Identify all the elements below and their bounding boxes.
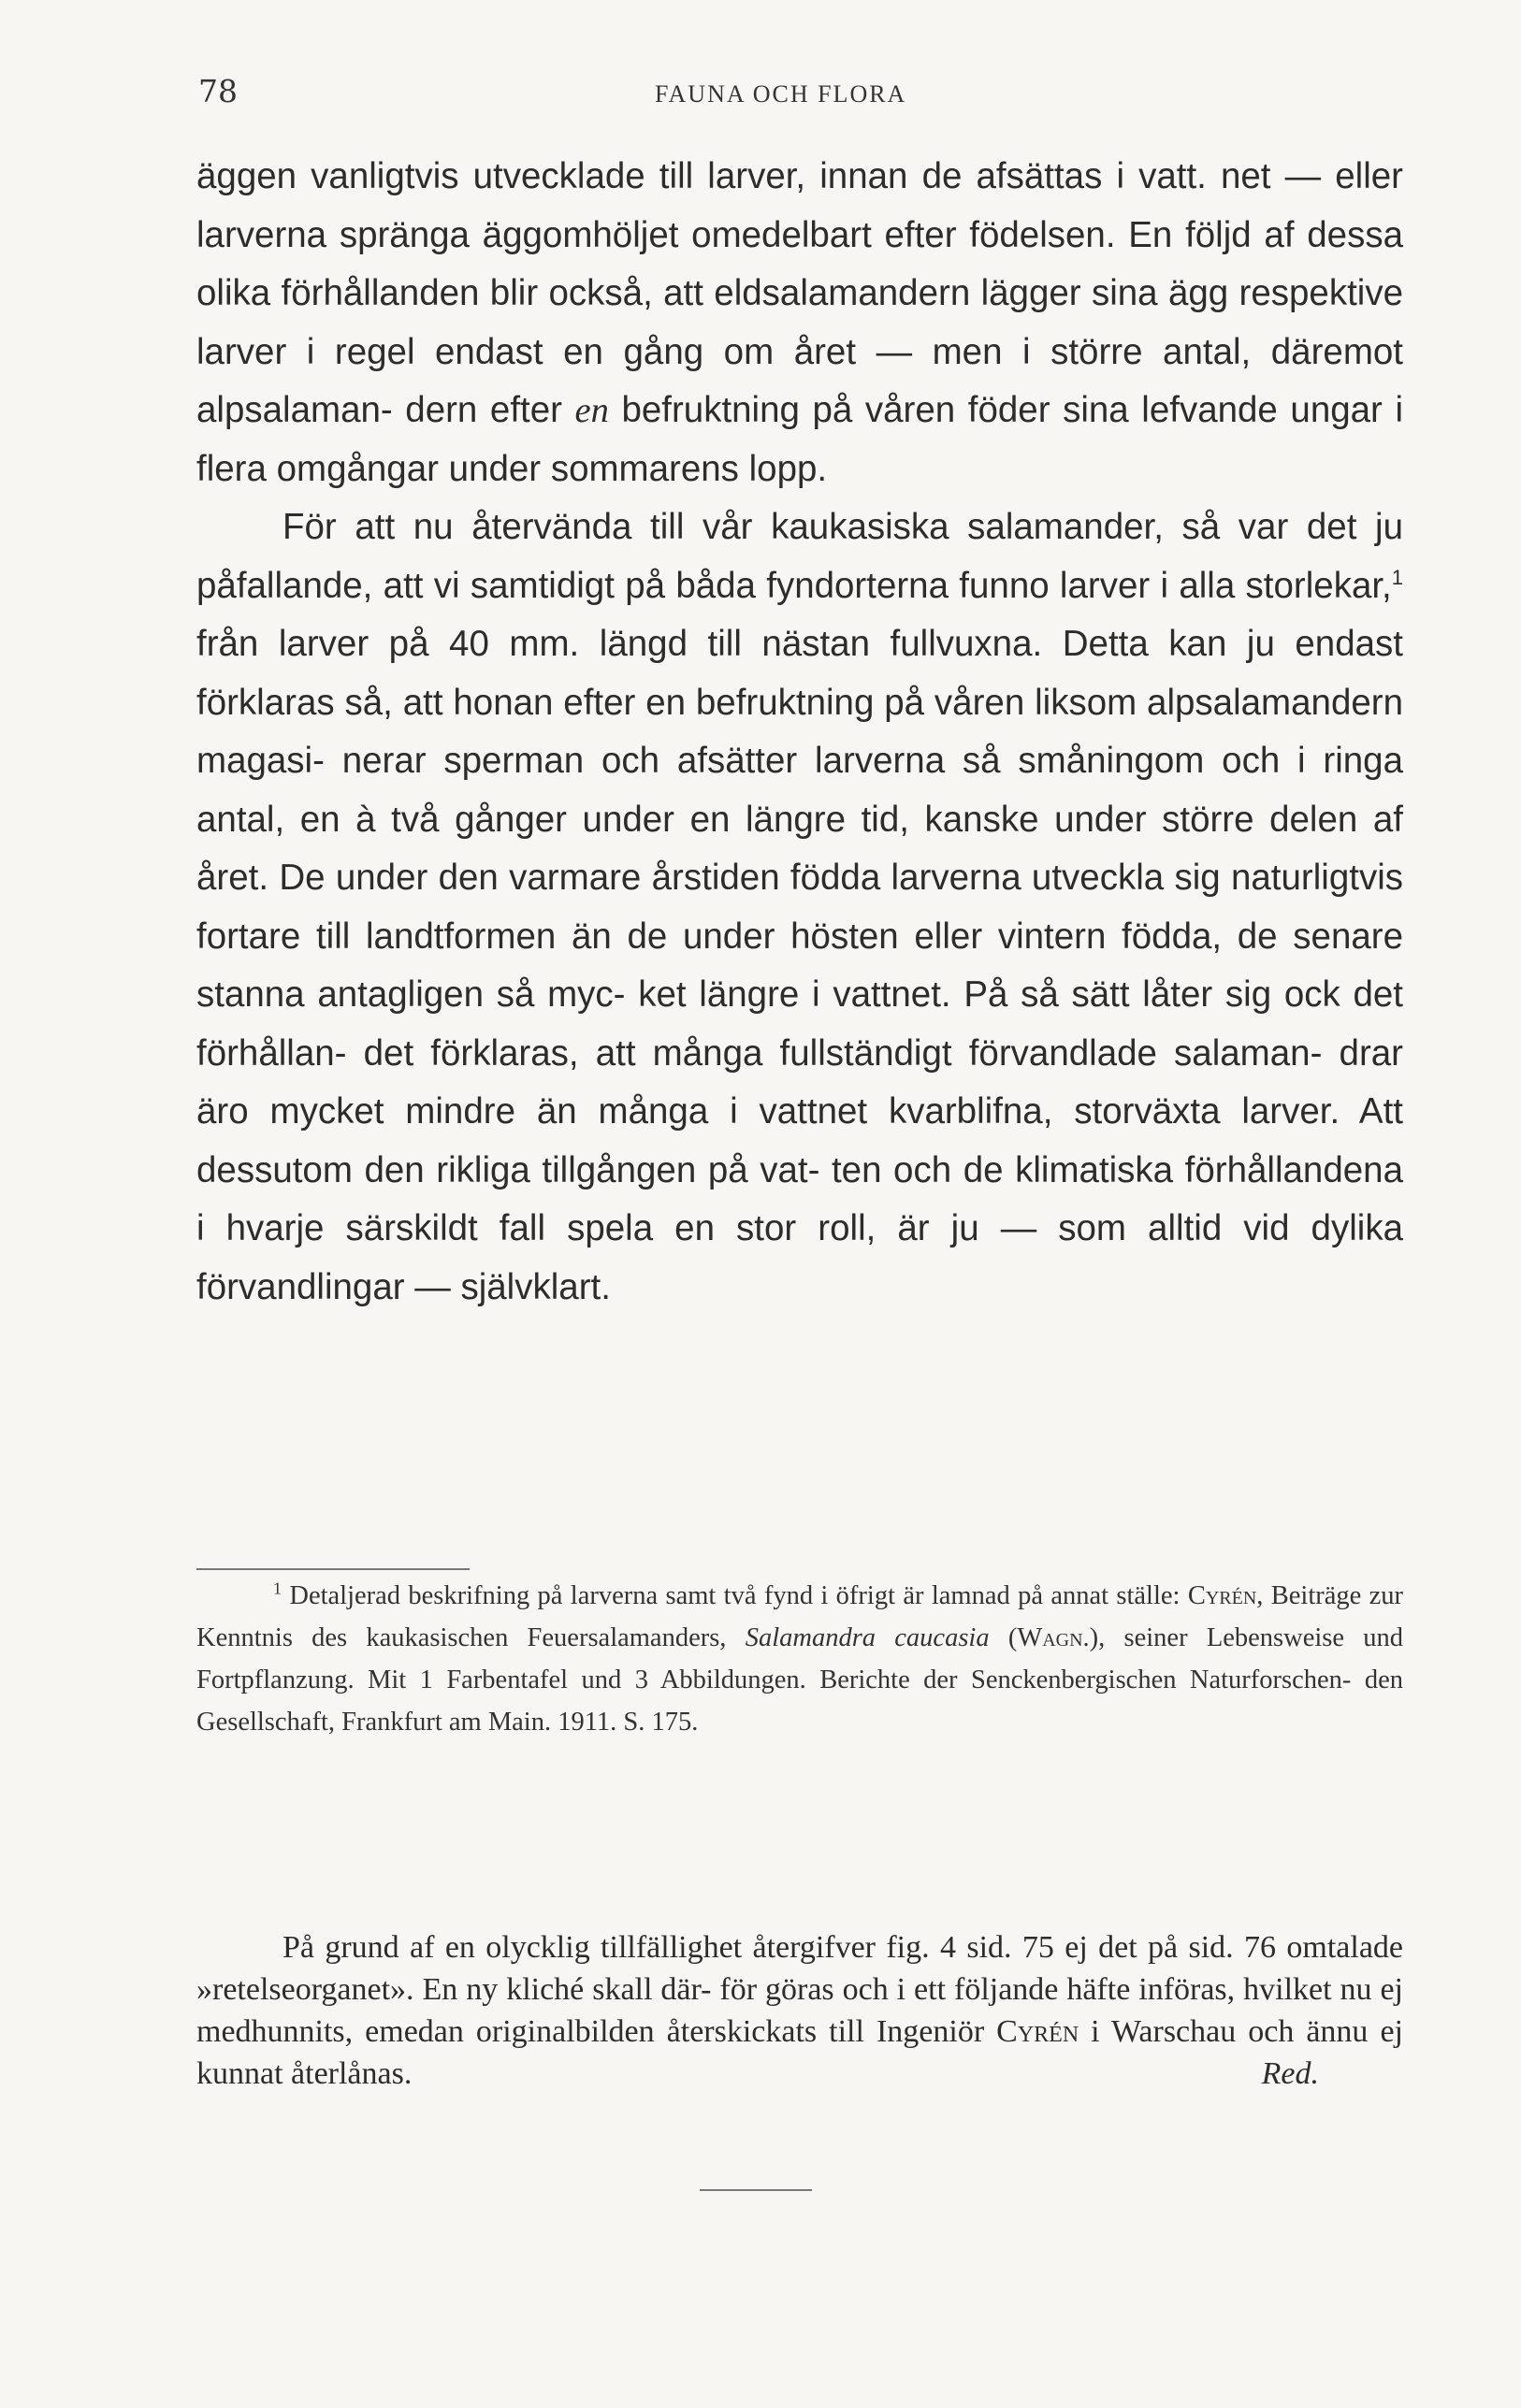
footnote-divider [196, 1568, 470, 1570]
paragraph-1-text-b: befruktning på våren föder sina lefvande ungar i flera omgångar under sommarens lopp. [196, 390, 1404, 489]
paragraph-1 [196, 148, 1403, 498]
page-number: 78 [198, 73, 238, 109]
editor-note-text-a: På grund af en olycklig tillfällighet återgifver fig. 4 sid. 75 ej det på sid. 76 omtalade »retelseorganet». En ny kliché skall där- för göras och i ett följande häfte införas, hvilket nu ej medhunnits, emedan originalbilden återskickats till Ingeniör [196, 1930, 1403, 2049]
footnote-author: Cyrén [1187, 1581, 1257, 1610]
footnote-reference: 1 [1391, 565, 1403, 589]
footnote-species: Salamandra caucasia [745, 1623, 990, 1652]
paragraph-2 [196, 498, 1403, 1317]
editor-note-paragraph [196, 1926, 1403, 2095]
footnote-authority: Wagn. [1017, 1623, 1090, 1652]
editor-note [196, 1926, 1403, 2095]
footnote-paragraph [196, 1575, 1403, 1743]
editor-signature: Red. [1261, 2056, 1319, 2091]
footnote-text-c: ( [989, 1623, 1018, 1652]
paragraph-1-text-a: äggen vanligtvis utvecklade till larver, innan de afsättas i vatt. net — eller larverna spränga äggomhöljet omedelbart efter födelsen. En följd af dessa olika förhållanden blir också, att eldsalamandern lägger sina ägg respektive larver i regel endast en gång om året — men i större antal, däremot alpsalaman- dern efter [196, 156, 1403, 430]
footnote [196, 1575, 1403, 1743]
emphasis-en: en [574, 391, 609, 430]
main-text [196, 148, 1403, 1317]
footnote-text-d: ), seiner Lebensweise und Fortpflanzung. Mit 1 Farbentafel und 3 Abbildungen. Berichte der Senckenbergischen Naturforschen- den Gesellschaft, Frankfurt am Main. 1911. S. 175. [196, 1623, 1403, 1737]
paragraph-2-text-a: För att nu återvända till vår kaukasiska salamander, så var det ju påfallande, att vi samtidigt på båda fyndorterna funno larver i alla storlekar, [196, 507, 1403, 606]
paragraph-2-text-b: från larver på 40 mm. längd till nästan fullvuxna. Detta kan ju endast förklaras så, att honan efter en befruktning på våren liksom alpsalamandern magasi- nerar sperman och afsätter larverna så småningom och i ringa antal, en à två gånger under en längre tid, kanske under större delen af året. De under den varmare årstiden födda larverna utveckla sig naturligtvis fortare till landtformen än de under hösten eller vintern födda, de senare stanna antagligen så myc- ket längre i vattnet. På så sätt låter sig ock det förhållan- det förklaras, att många fullständigt förvandlade salaman- drar äro mycket mindre än många i vattnet kvarblifna, storväxta larver. Att dessutom den rikliga tillgången på vat- ten och de klimatiska förhållandena i hvarje särskildt fall spela en stor roll, är ju — som alltid vid dylika förvandlingar — självklart. [196, 624, 1403, 1307]
footnote-text-b: , Beiträge zur Kenntnis des kaukasischen Feuersalamanders, [196, 1581, 1404, 1652]
footnote-mark: 1 [273, 1579, 282, 1598]
footnote-text-a: Detaljerad beskrifning på larverna samt två fynd i öfrigt är lamnad på annat ställe: [289, 1581, 1188, 1610]
running-title: FAUNA OCH FLORA [655, 80, 907, 108]
editor-note-name: Cyrén [996, 2014, 1079, 2049]
editor-note-text-b: i Warschau och ännu ej kunnat återlånas. [196, 2014, 1403, 2091]
end-divider [700, 2189, 812, 2191]
